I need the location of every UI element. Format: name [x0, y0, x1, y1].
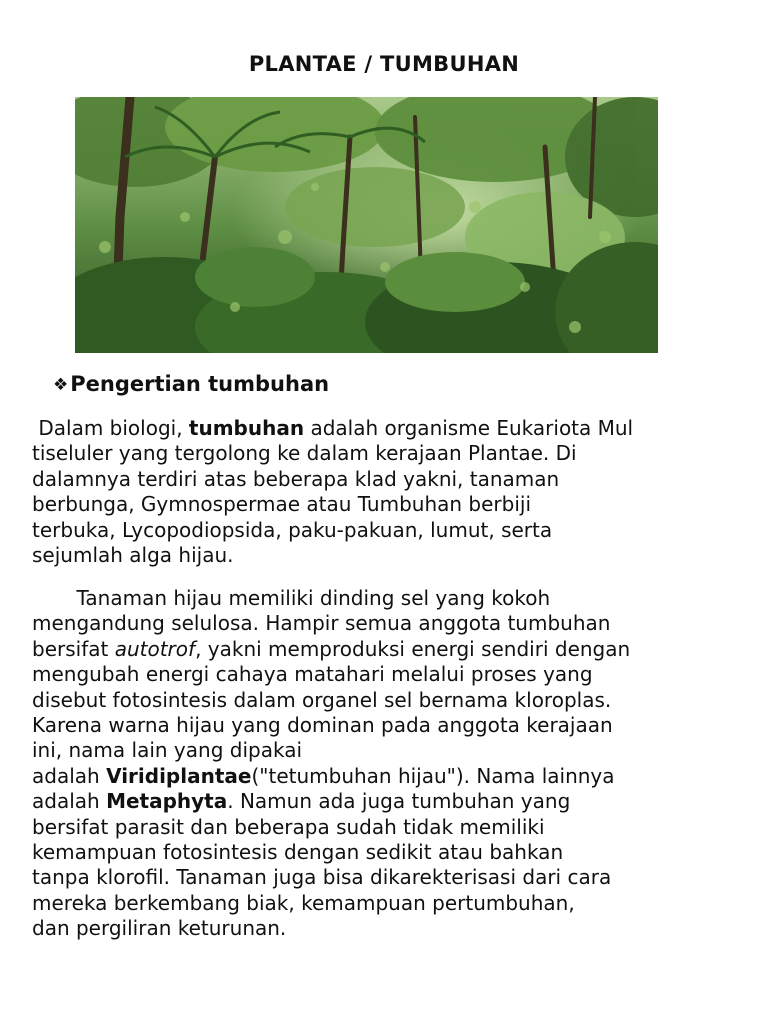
bold-term-metaphyta: Metaphyta [106, 789, 228, 814]
text-line: mengubah energi cahaya matahari melalui proses yang [32, 662, 593, 687]
text-line: berbunga, Gymnospermae atau Tumbuhan berbiji [32, 492, 532, 517]
text-line: Tanaman hijau memiliki dinding sel yang kokoh [32, 586, 551, 610]
paragraph-definition [32, 416, 633, 568]
bold-term-viridiplantae: Viridiplantae [106, 763, 252, 788]
section-heading-text: Pengertian tumbuhan [70, 372, 330, 396]
italic-term-autotrof: autotrof [114, 636, 196, 661]
text-line: Dalam biologi, tumbuhan adalah organisme Eukariota Mul [32, 416, 634, 440]
text-line: sejumlah alga hijau. [32, 543, 234, 568]
forest-photo-art [75, 97, 658, 353]
text-line: disebut fotosintesis dalam organel sel bernama kloroplas. [32, 687, 612, 712]
text-line: adalah Metaphyta. Namun ada juga tumbuhan yang [32, 789, 571, 814]
diamond-bullet-icon: ❖ [53, 375, 69, 395]
page-title: PLANTAE / TUMBUHAN [248, 52, 520, 76]
section-heading [53, 369, 329, 401]
forest-photo [75, 97, 658, 353]
text-line: mereka berkembang biak, kemampuan pertumbuhan, [32, 890, 575, 915]
text-line: terbuka, Lycopodiopsida, paku-pakuan, lumut, serta [32, 517, 553, 542]
text-line: bersifat parasit dan beberapa sudah tidak memiliki [32, 814, 545, 839]
text-line: bersifat autotrof, yakni memproduksi energi sendiri dengan [32, 636, 631, 661]
text-line: kemampuan fotosintesis dengan sedikit atau bahkan [32, 840, 564, 865]
text-line: adalah Viridiplantae("tetumbuhan hijau"). Nama lainnya [32, 763, 615, 788]
text-line: dan pergiliran keturunan. [32, 916, 287, 941]
text-line: tanpa klorofil. Tanaman juga bisa dikarekterisasi dari cara [32, 865, 612, 890]
text-line: mengandung selulosa. Hampir semua anggota tumbuhan [32, 611, 611, 636]
text-line: Karena warna hijau yang dominan pada anggota kerajaan [32, 713, 613, 738]
text-line: ini, nama lain yang dipakai [32, 738, 302, 763]
paragraph-description [32, 586, 630, 942]
text-line: dalamnya terdiri atas beberapa klad yakni, tanaman [32, 466, 560, 491]
bold-term-tumbuhan: tumbuhan [188, 416, 305, 440]
text-line: tiseluler yang tergolong ke dalam kerajaan Plantae. Di [32, 441, 577, 466]
